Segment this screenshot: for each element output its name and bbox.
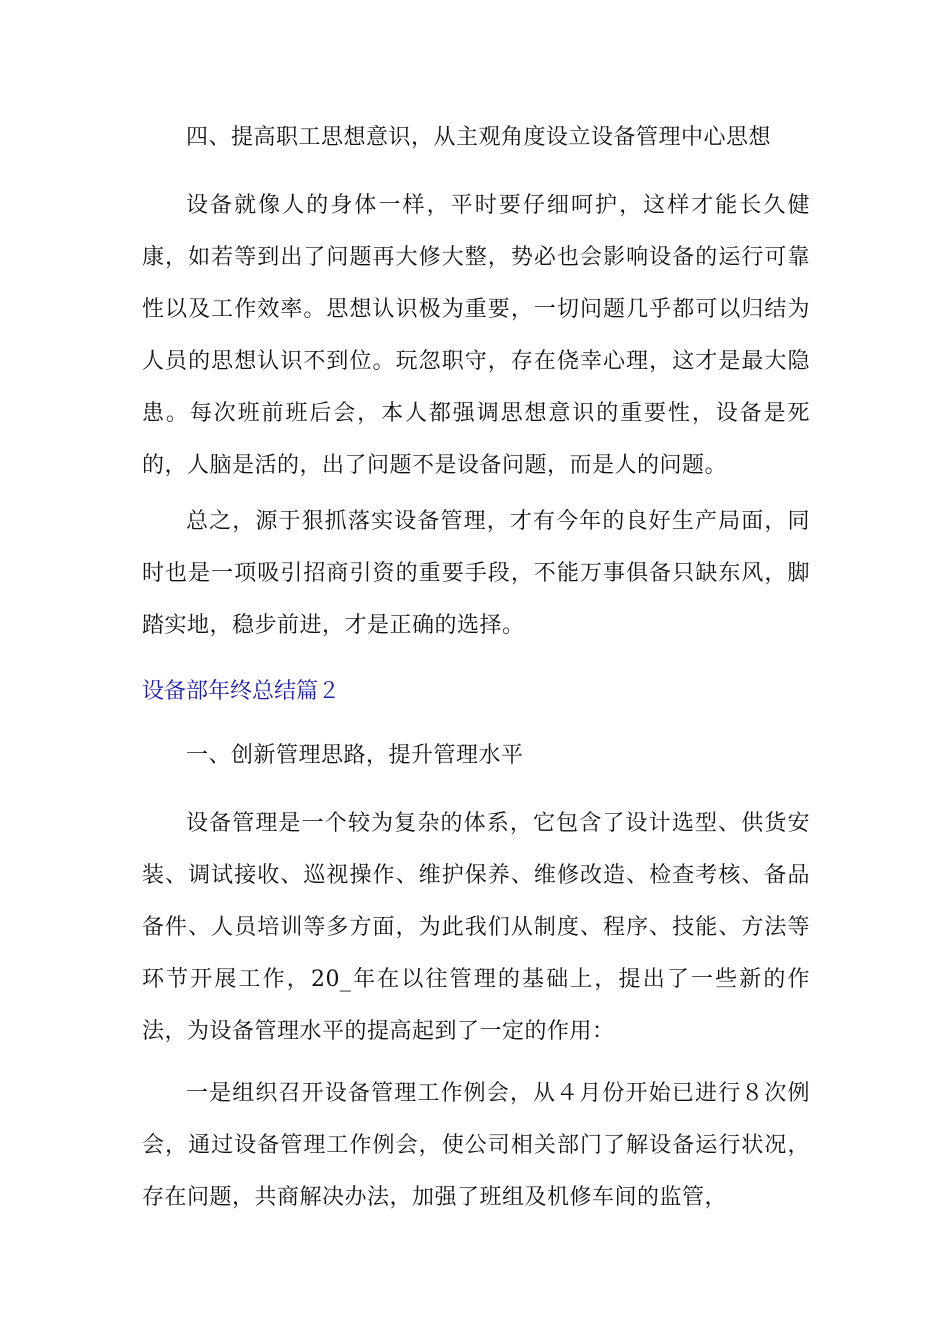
conclusion-paragraph: 总之，源于狠抓落实设备管理，才有今年的良好生产局面，同时也是一项吸引招商引资的重要手段，不能万事俱备只缺东风，脚踏实地，稳步前进，才是正确的选择。 [142, 509, 810, 638]
equipment-care-paragraph: 设备就像人的身体一样，平时要仔细呵护，这样才能长久健康，如若等到出了问题再大修大整，势必也会影响设备的运行可靠性以及工作效率。思想认识极为重要，一切问题几乎都可以归结为人员的思想认识不到位。玩忽职守，存在侥幸心理，这才是最大隐患。每次班前班后会，本人都强调思想意识的重要性，设备是死的，人脑是活的，出了问题不是设备问题，而是人的问题。 [142, 193, 810, 478]
meeting-paragraph: 一是组织召开设备管理工作例会，从４月份开始已进行８次例会，通过设备管理工作例会，使公司相关部门了解设备运行状况，存在问题，共商解决办法，加强了班组及机修车间的监管， [142, 1081, 810, 1210]
section-point-four-paragraph: 四、提高职工思想意识，从主观角度设立设备管理中心思想 [186, 125, 772, 150]
management-system-paragraph: 设备管理是一个较为复杂的体系，它包含了设计选型、供货安装、调试接收、巡视操作、维护保养、维修改造、检查考核、备品备件、人员培训等多方面，为此我们从制度、程序、技能、方法等环节开展工作，20_年在以往管理的基础上，提出了一些新的作法，为设备管理水平的提高起到了一定的作用： [142, 811, 810, 1044]
section-heading: 设备部年终总结篇２ [142, 679, 341, 704]
point-one-paragraph: 一、创新管理思路，提升管理水平 [186, 743, 524, 768]
